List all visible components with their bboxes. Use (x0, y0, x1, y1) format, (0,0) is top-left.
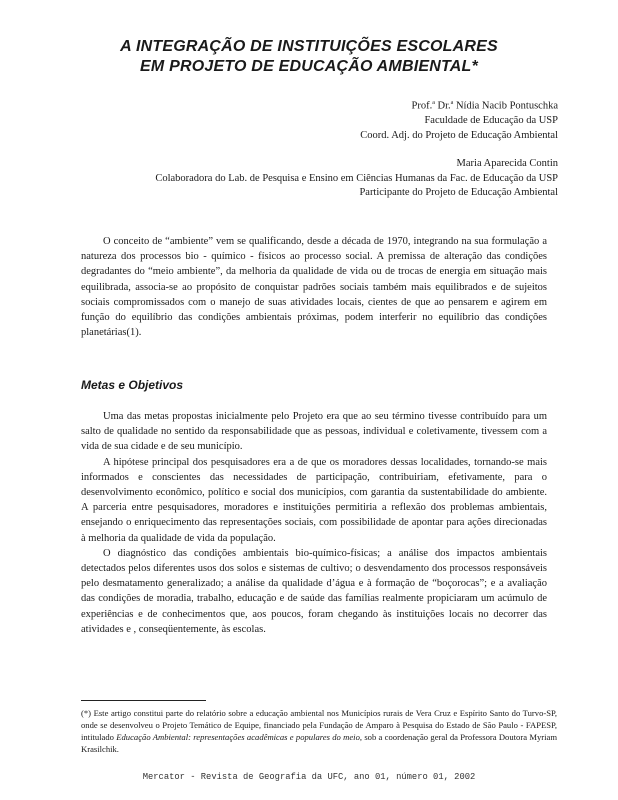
author-1-name-text: Nídia Nacib Pontuschka (453, 100, 558, 112)
author-2-role: Participante do Projeto de Educação Ambiental (359, 187, 558, 199)
author-1-sup-b: a (450, 100, 454, 106)
intro-section (81, 234, 547, 340)
footnote-rule (81, 700, 206, 701)
page-footer: Mercator - Revista de Geografia da UFC, ano 01, número 01, 2002 (142, 772, 476, 782)
section-heading: Metas e Objetivos (81, 378, 184, 392)
footnote-text-end: , sob a coordenação geral da Professora Doutora Myriam Krasilchik. (81, 732, 558, 754)
article-title (0, 37, 618, 77)
author-2-name: Maria Aparecida Contin (456, 158, 558, 170)
article-title-line-2: EM PROJETO DE EDUCAÇÃO AMBIENTAL* (140, 58, 478, 75)
author-1-title-prof: Prof. (411, 100, 433, 112)
footnote (81, 707, 557, 755)
author-1-name (155, 96, 558, 114)
author-1-title-dr: Dr. (434, 100, 451, 112)
footnote-text-start: (*) Este artigo constitui parte do relatório sobre a educação ambiental nos Municípios rurais de Vera Cruz e Espírito Santo do Turvo-SP, onde se desenvolveu o Projeto Temático de Equipe, financiado pela Fundação de Amparo à Pesquisa do Estado de São Paulo - FAPESP, intitulado (81, 708, 557, 742)
metas-section (81, 409, 547, 637)
footnote-project-title: Educação Ambiental: representações acadêmicas e populares do meio (116, 732, 360, 742)
author-block (155, 96, 558, 201)
author-2-affiliation: Colaboradora do Lab. de Pesquisa e Ensino em Ciências Humanas da Fac. de Educação da USP (155, 172, 558, 184)
metas-paragraph-2: A hipótese principal dos pesquisadores era a de que os moradores dessas localidades, tornando-se mais informados e conscientes das necessidades de participação, contribuiriam, efetivamente, para o desenvolvimento econômico, político e social dos municípios, com garantia da sustentabilidade do ambiente. A parceria entre pesquisadores, moradores e instituições permitiria a reflexão dos problemas ambientais, ensejando o enriquecimento das representações sociais, com possibilidade de apontar para ações direcionadas à melhoria da qualidade de vida da população. (81, 456, 547, 544)
article-title-line-1: A INTEGRAÇÃO DE INSTITUIÇÕES ESCOLARES (120, 38, 498, 55)
metas-paragraph-3: O diagnóstico das condições ambientais bio-químico-físicas; a análise dos impactos ambientais detectados pelos diferentes usos dos solos e sistemas de cultivo; o desvendamento dos processos responsáveis pelo desmatamento generalizado; a análise da qualidade d’água e à formação de “boçorocas”; e a avaliação das condições de moradia, trabalho, educação e de saúde das famílias realmente propiciaram um acúmulo de experiências e de conhecimentos que, aos poucos, foram chegando às instituições locais no decorrer das atividades e , conseqüentemente, às escolas. (81, 547, 547, 635)
author-1-affiliation: Faculdade de Educação da USP (424, 115, 558, 127)
metas-paragraph-1: Uma das metas propostas inicialmente pelo Projeto era que ao seu término tivesse contribuído para um salto de qualidade no sentido da responsabilidade que as pessoas, individual e coletivamente, tivessem com a vida de sua cidade e de seu município. (81, 411, 547, 453)
author-1-role: Coord. Adj. do Projeto de Educação Ambiental (360, 129, 558, 141)
author-1-sup-a: a (432, 100, 435, 106)
intro-paragraph: O conceito de “ambiente” vem se qualificando, desde a década de 1970, integrando na sua formulação a natureza dos processos bio - químico - físicos ao processo social. A premissa de alteração das condições degradantes do “meio ambiente”, da melhoria da qualidade de vida ou de trocas de energia em situação mais equilibrada, associa-se ao propósito de conquistar padrões sociais também mais equilibrados e de sujeitos sociais compromissados com o manejo de suas atividades locais, cientes de que ao pensarem e agirem em função do equilíbrio das condições ambientais próximas, podem interferir no equilíbrio das condições planetárias(1). (81, 236, 547, 339)
